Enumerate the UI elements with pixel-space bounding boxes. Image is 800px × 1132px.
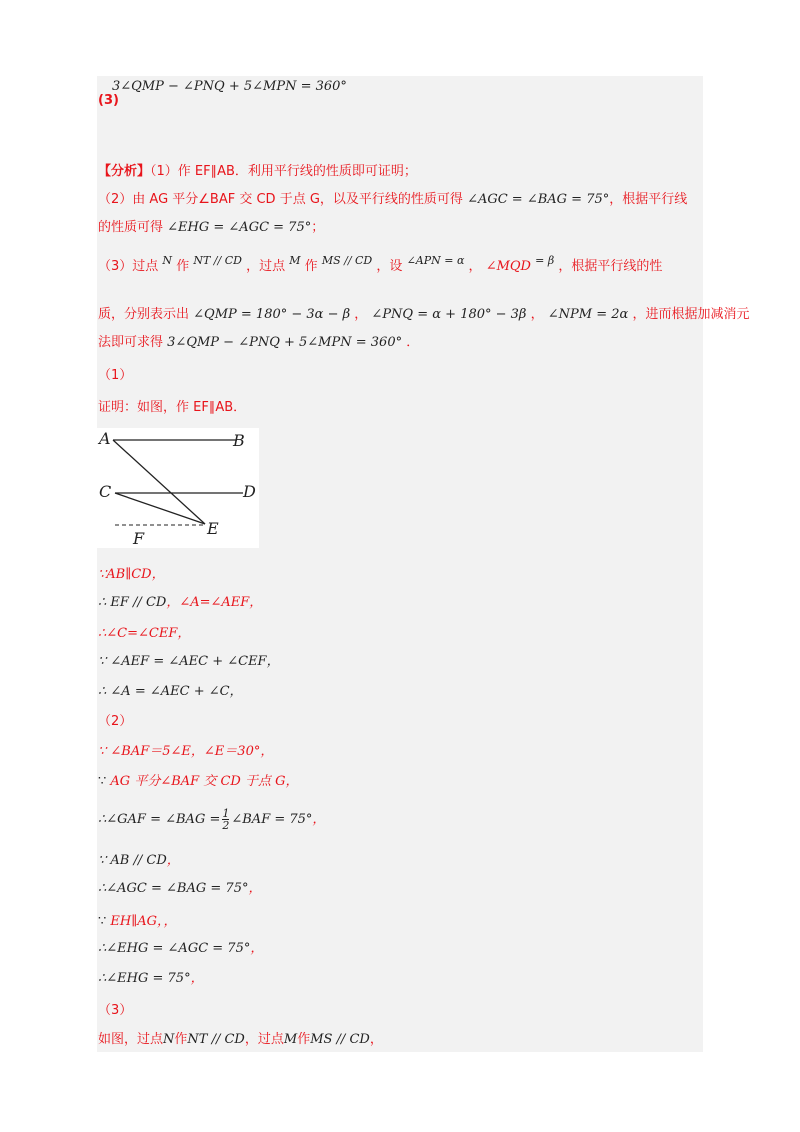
sol2-l7-c: ， [250, 941, 264, 956]
prev-equation: 3∠QMP − ∠PNQ + 5∠MPN = 360° [112, 79, 347, 94]
sol2-l8-c: ， [190, 971, 204, 986]
analysis-p1 [98, 163, 417, 181]
sol1-label: （1） [98, 368, 133, 383]
label-D: D [243, 482, 256, 501]
sol2-l7 [98, 940, 263, 958]
analysis-p5-pre: 法即可求得 [98, 335, 164, 350]
sol2-l5-text: ∴∠AGC = ∠BAG = 75° [98, 881, 249, 896]
sol1-l3: ∴∠C=∠CEF， [98, 626, 191, 641]
part-3-label: (3) [98, 93, 119, 108]
analysis-p2a-text: （2）由 AG 平分∠BAF 交 CD 于点 G，以及平行线的性质可得 [98, 192, 463, 207]
analysis-p4-c2: ， [530, 307, 544, 322]
analysis-p4-pre: 质，分别表示出 [98, 307, 190, 322]
fraction-half [222, 808, 229, 831]
sol2-l4 [98, 852, 180, 870]
label-B: B [233, 431, 245, 450]
label-F: F [133, 529, 145, 548]
analysis-heading: 【分析】 [98, 164, 151, 179]
analysis-p4 [98, 306, 749, 324]
sol1-l2 [98, 594, 262, 612]
sol2-l4-text: ∵ AB // CD [98, 853, 167, 868]
sol2-l1: ∵ ∠BAF＝5∠E，∠E＝30°， [98, 744, 274, 759]
analysis-p2a-math: ∠AGC = ∠BAG = 75° [467, 192, 610, 207]
sol2-l2 [98, 773, 298, 791]
sol2-l5-c: ， [248, 881, 262, 896]
sol3-l1-d: 作 [297, 1032, 311, 1047]
sol3-l1-MS: MS // CD [310, 1032, 370, 1047]
analysis-p2a-tail: ，根据平行线 [609, 192, 688, 207]
analysis-p3-N: N [162, 254, 173, 267]
analysis-p3-zuo2: 作 [304, 259, 318, 274]
sol3-l1-b: 作 [174, 1032, 188, 1047]
analysis-p2b [98, 219, 324, 237]
sol2-l3 [98, 808, 325, 831]
sol3-l1-c: ，过点 [244, 1032, 284, 1047]
fraction-denominator: 2 [222, 819, 230, 832]
sol1-l4: ∵ ∠AEF = ∠AEC + ∠CEF， [98, 654, 280, 669]
sol2-l3-b: ∠BAF = 75° [231, 812, 313, 827]
sol2-l5 [98, 880, 261, 898]
geometry-figure [97, 428, 259, 548]
sol3-l1-N: N [163, 1032, 175, 1047]
sol2-l7-text: ∴∠EHG = ∠AGC = 75° [98, 941, 251, 956]
sol3-l1-a: 如图，过点 [98, 1032, 164, 1047]
analysis-p3-NT: NT // CD [193, 254, 242, 267]
analysis-p3-pre: （3）过点 [98, 259, 159, 274]
sol2-l3-c: ， [312, 812, 326, 827]
analysis-p4-c1: ， [354, 307, 368, 322]
analysis-p2b-math: ∠EHG = ∠AGC = 75° [167, 220, 312, 235]
label-A: A [99, 429, 111, 448]
analysis-p2b-tail: ； [311, 220, 325, 235]
sol2-l2-text: AG 平分∠BAF 交 CD 于点 G， [110, 774, 299, 789]
analysis-p2b-text: 的性质可得 [98, 220, 164, 235]
analysis-p3-zuo1: 作 [176, 259, 190, 274]
sol2-l4-c: ， [166, 853, 180, 868]
analysis-p5-math: 3∠QMP − ∠PNQ + 5∠MPN = 360° [167, 335, 403, 350]
label-E: E [207, 519, 219, 538]
analysis-p4-m2: ∠PNQ = α + 180° − 3β [371, 307, 527, 322]
sol3-label: （3） [98, 1003, 133, 1018]
analysis-p3-MS: MS // CD [321, 254, 373, 267]
analysis-p3 [98, 254, 663, 276]
sol2-l2-pre: ∵ [98, 774, 107, 789]
analysis-p4-tail: ，进而根据加减消元 [632, 307, 750, 322]
analysis-p4-m3: ∠NPM = 2α [547, 307, 629, 322]
analysis-p3-apn: ∠APN = α [406, 254, 465, 267]
analysis-p3-tail: ，根据平行线的性 [558, 259, 663, 274]
sol2-l6-pre: ∵ [98, 914, 107, 929]
sol1-proof-intro: 证明：如图，作 EF∥AB． [98, 400, 247, 415]
sol3-l1-NT: NT // CD [187, 1032, 245, 1047]
sol3-l1-e: ， [369, 1032, 383, 1047]
sol1-l2-math: ∴ EF // CD [98, 595, 167, 610]
sol1-l1: ∵AB∥CD， [98, 567, 165, 582]
analysis-p3-comma: ， [468, 259, 482, 274]
sol3-l1-M: M [283, 1032, 298, 1047]
sol2-l8 [98, 970, 204, 988]
sol1-l2-red: ，∠A=∠AEF， [166, 595, 263, 610]
analysis-p3-M: M [289, 254, 301, 267]
analysis-p3-she: ，设 [376, 259, 403, 274]
analysis-p3-mqd: ∠MQD [485, 259, 531, 274]
label-C: C [99, 482, 112, 501]
analysis-p3-beta: = β [535, 254, 555, 267]
fraction-numerator: 1 [222, 807, 230, 820]
sol3-l1 [98, 1031, 383, 1049]
analysis-p3-guo2: ，过点 [246, 259, 286, 274]
analysis-p2a [98, 191, 687, 209]
sol1-l5: ∴ ∠A = ∠AEC + ∠C， [98, 684, 243, 699]
sol2-l6-text: EH∥AG，， [110, 914, 177, 929]
analysis-p1-text: （1）作 EF∥AB．利用平行线的性质即可证明； [150, 164, 417, 179]
analysis-p5-tail: ． [406, 335, 420, 350]
analysis-p4-m1: ∠QMP = 180° − 3α − β [193, 307, 351, 322]
analysis-p5 [98, 334, 419, 352]
sol2-label: （2） [98, 714, 133, 729]
sol2-l6 [98, 913, 177, 931]
sol2-l3-a: ∴∠GAF = ∠BAG = [98, 812, 221, 827]
sol2-l8-text: ∴∠EHG = 75° [98, 971, 191, 986]
